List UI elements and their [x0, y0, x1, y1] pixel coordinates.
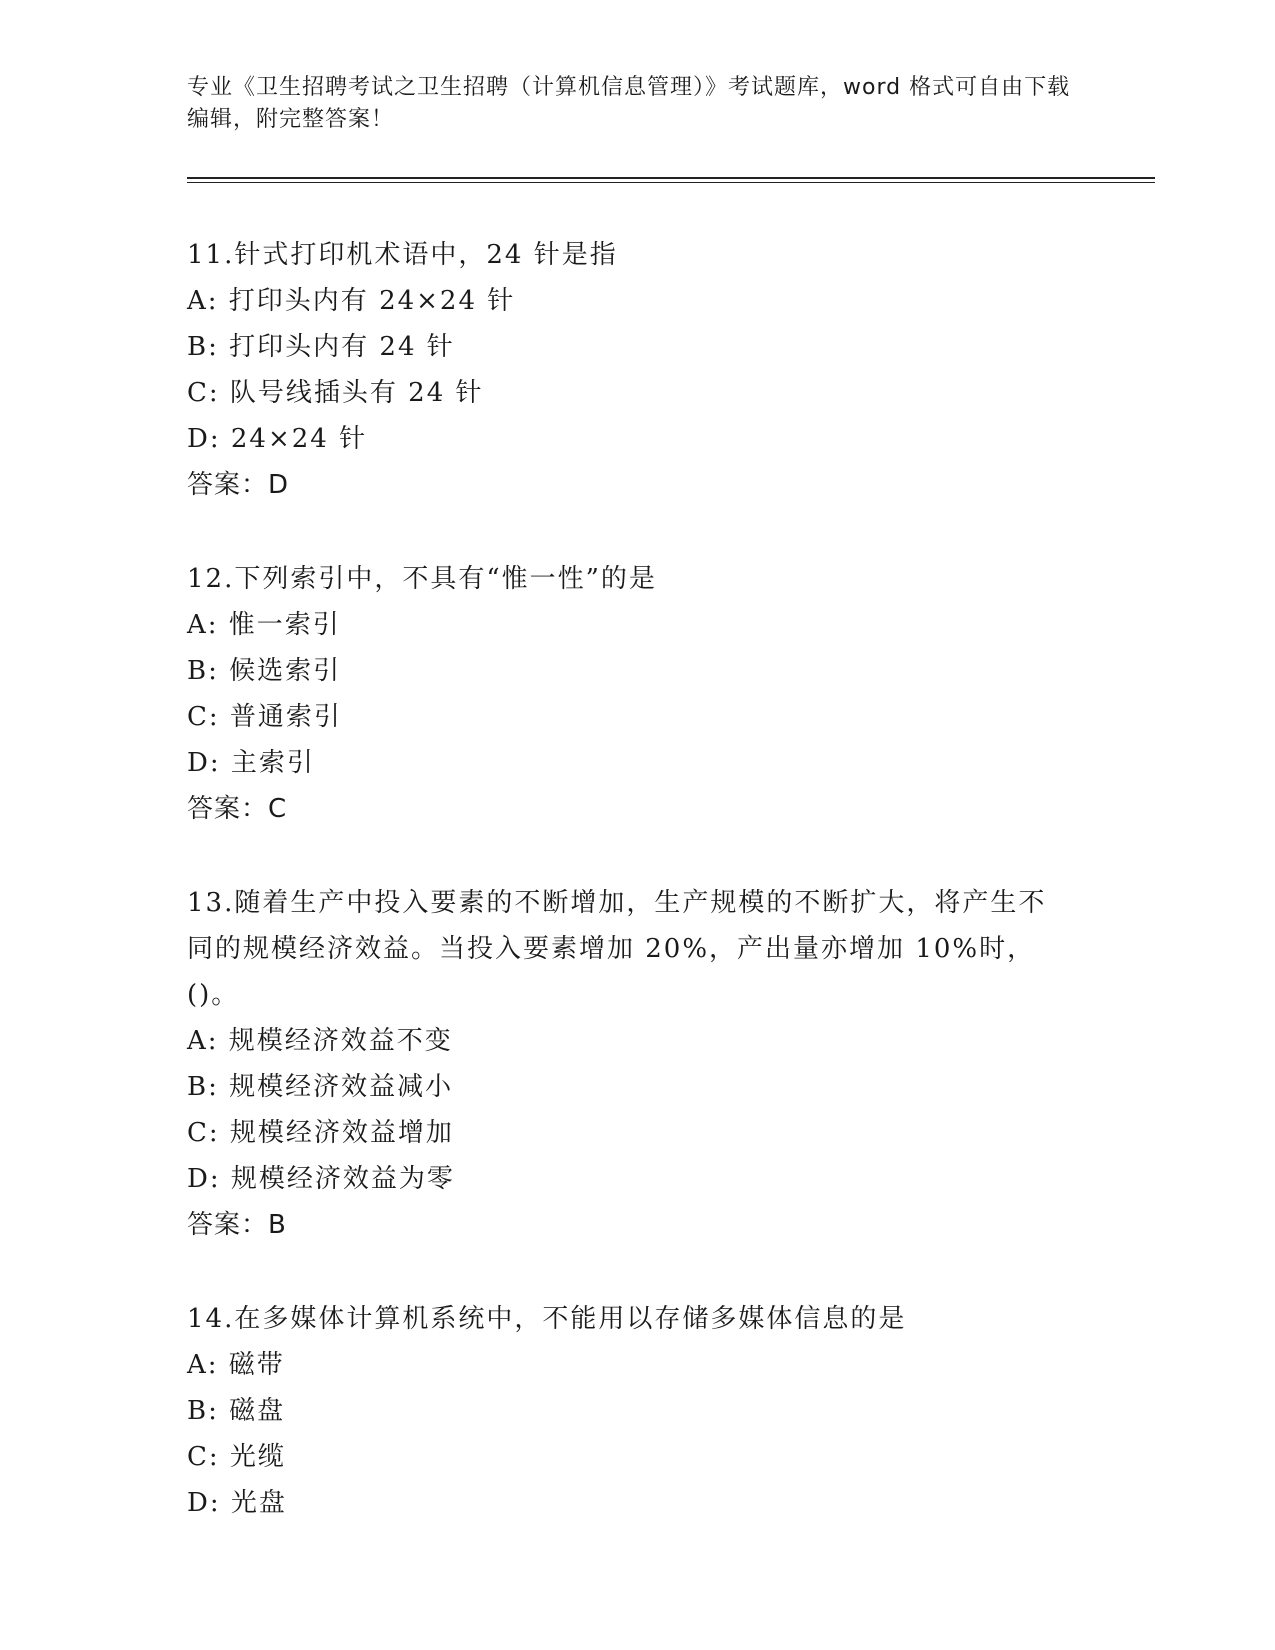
question-list — [187, 232, 1087, 1574]
question-12 — [187, 556, 1087, 832]
question-stem: 12.下列索引中，不具有“惟一性”的是 — [187, 564, 657, 594]
document-header: 专业《卫生招聘考试之卫生招聘（计算机信息管理）》考试题库，word 格式可自由下载编辑，附完整答案！ — [187, 75, 1071, 132]
option-c: C: 普通索引 — [187, 702, 342, 732]
question-stem: 13.随着生产中投入要素的不断增加，生产规模的不断扩大，将产生不同的规模经济效益。当投入要素增加 20%，产出量亦增加 10%时，()。 — [187, 888, 1047, 1010]
option-a: A: 惟一索引 — [187, 610, 341, 640]
question-stem: 14.在多媒体计算机系统中，不能用以存储多媒体信息的是 — [187, 1304, 907, 1334]
question-11 — [187, 232, 1087, 508]
option-c: C: 队号线插头有 24 针 — [187, 378, 484, 408]
option-c: C: 规模经济效益增加 — [187, 1118, 454, 1148]
answer: 答案：B — [187, 1210, 287, 1240]
option-b: B: 打印头内有 24 针 — [187, 332, 455, 362]
answer: 答案：D — [187, 470, 290, 500]
option-d: D: 规模经济效益为零 — [187, 1164, 455, 1194]
option-d: D: 光盘 — [187, 1488, 287, 1518]
question-stem: 11.针式打印机术语中，24 针是指 — [187, 240, 618, 270]
header-divider-thin — [187, 182, 1155, 183]
option-b: B: 磁盘 — [187, 1396, 286, 1426]
question-14 — [187, 1296, 1087, 1526]
option-b: B: 候选索引 — [187, 656, 342, 686]
option-d: D: 24×24 针 — [187, 424, 368, 454]
option-d: D: 主索引 — [187, 748, 315, 778]
option-a: A: 规模经济效益不变 — [187, 1026, 453, 1056]
option-c: C: 光缆 — [187, 1442, 286, 1472]
question-13 — [187, 880, 1087, 1248]
option-b: B: 规模经济效益减小 — [187, 1072, 454, 1102]
answer: 答案：C — [187, 794, 288, 824]
option-a: A: 打印头内有 24×24 针 — [187, 286, 516, 316]
header-divider-thick — [187, 177, 1155, 179]
option-a: A: 磁带 — [187, 1350, 285, 1380]
